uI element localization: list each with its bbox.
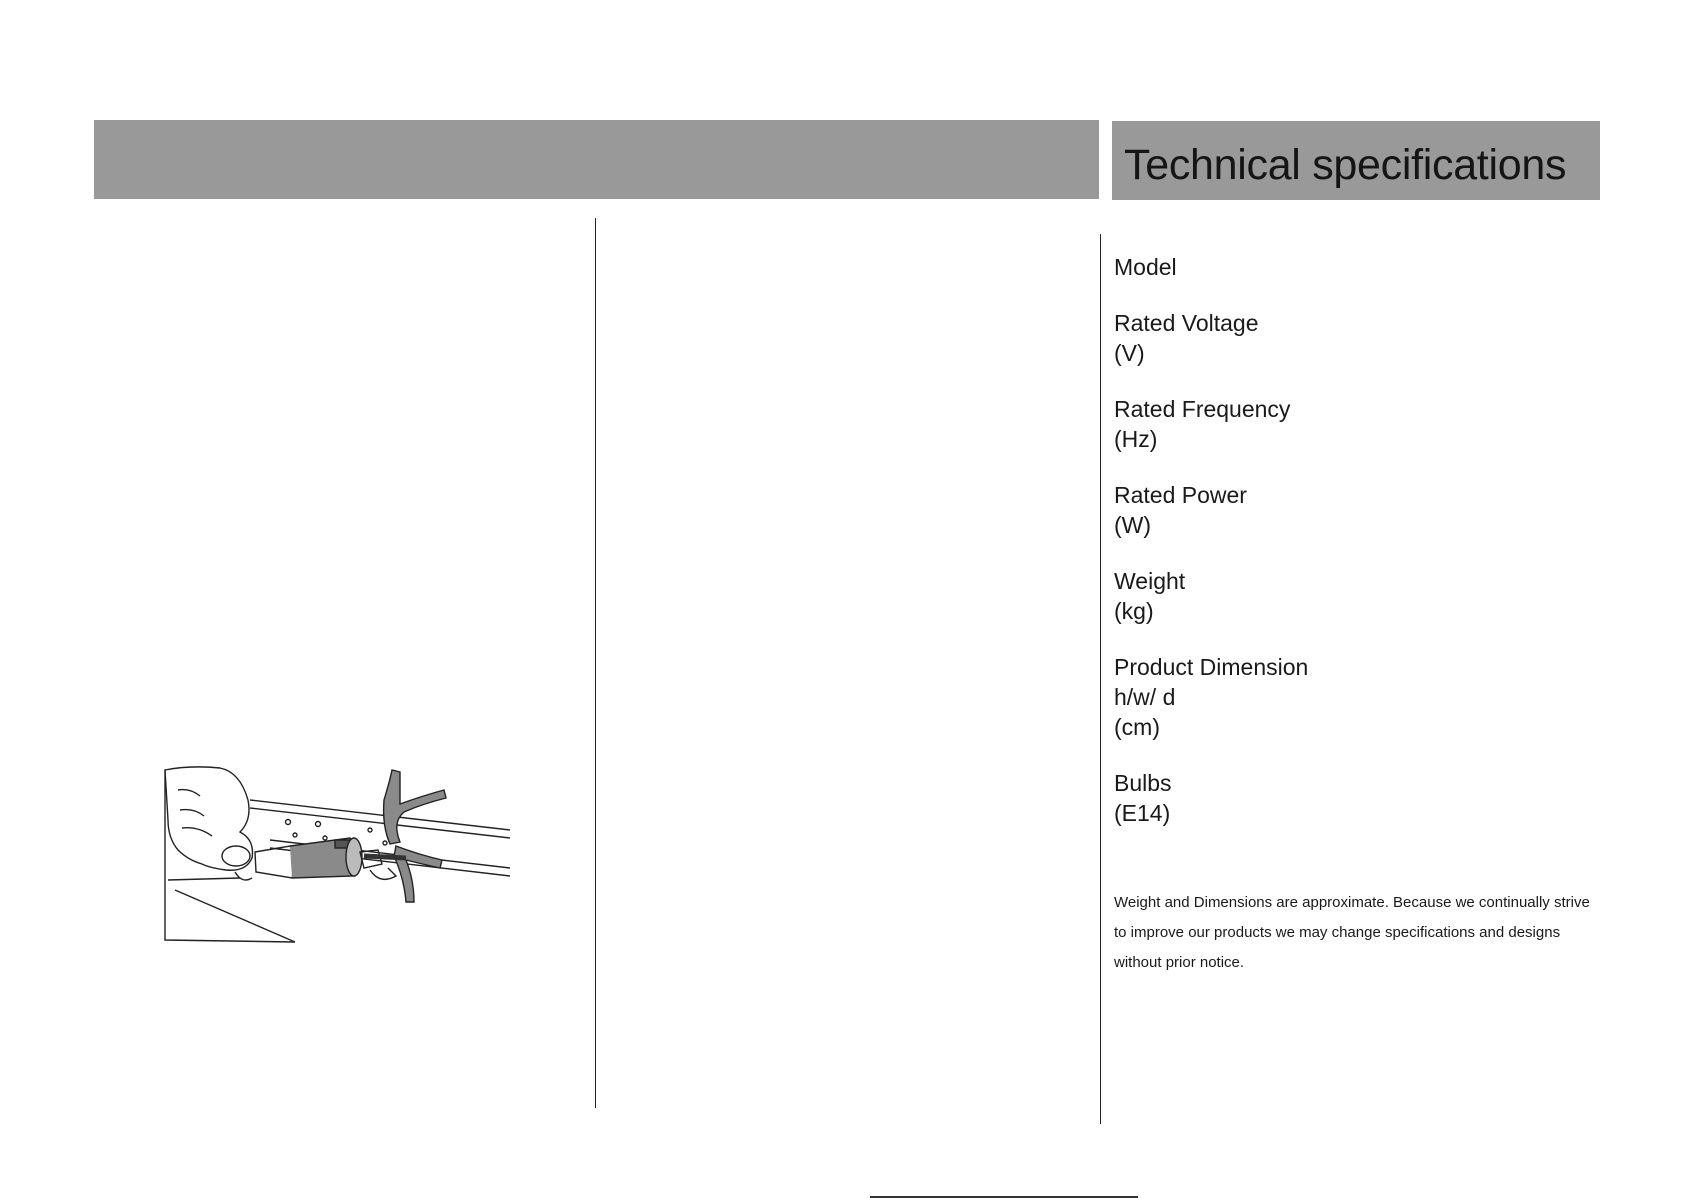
spec-label: Bulbs <box>1114 770 1172 796</box>
spec-unit: (Hz) <box>1114 426 1158 452</box>
spec-label: Weight <box>1114 568 1186 594</box>
spec-product-dimension <box>1114 652 1594 742</box>
spec-rated-frequency <box>1114 394 1594 454</box>
spec-model <box>1114 252 1594 282</box>
bulb-replacement-illustration-icon <box>160 760 530 960</box>
spec-list <box>1114 252 1594 854</box>
column-divider-left <box>595 218 596 1108</box>
spec-weight <box>1114 566 1594 626</box>
right-header-bar <box>1112 121 1600 200</box>
spec-unit: (kg) <box>1114 598 1154 624</box>
left-header-bar <box>94 120 1099 199</box>
spec-label: Rated Power <box>1114 482 1247 508</box>
spec-bulbs <box>1114 768 1594 828</box>
spec-unit: (V) <box>1114 340 1145 366</box>
spec-label: Model <box>1114 254 1177 280</box>
spec-label: Rated Frequency <box>1114 396 1291 422</box>
column-divider-right <box>1100 234 1101 1124</box>
spec-rated-power <box>1114 480 1594 540</box>
page-title: Technical specifications <box>1124 141 1567 189</box>
spec-unit: h/w/ d <box>1114 684 1176 710</box>
spec-unit: (W) <box>1114 512 1152 538</box>
disclaimer-note: Weight and Dimensions are approximate. Because we continually strive to improve our products we may change specifications and designs without prior notice. <box>1114 894 1590 971</box>
spec-rated-voltage <box>1114 308 1594 368</box>
spec-unit: (cm) <box>1114 714 1160 740</box>
spec-label: Product Dimension <box>1114 654 1309 680</box>
spec-unit: (E14) <box>1114 800 1171 826</box>
spec-label: Rated Voltage <box>1114 310 1259 336</box>
